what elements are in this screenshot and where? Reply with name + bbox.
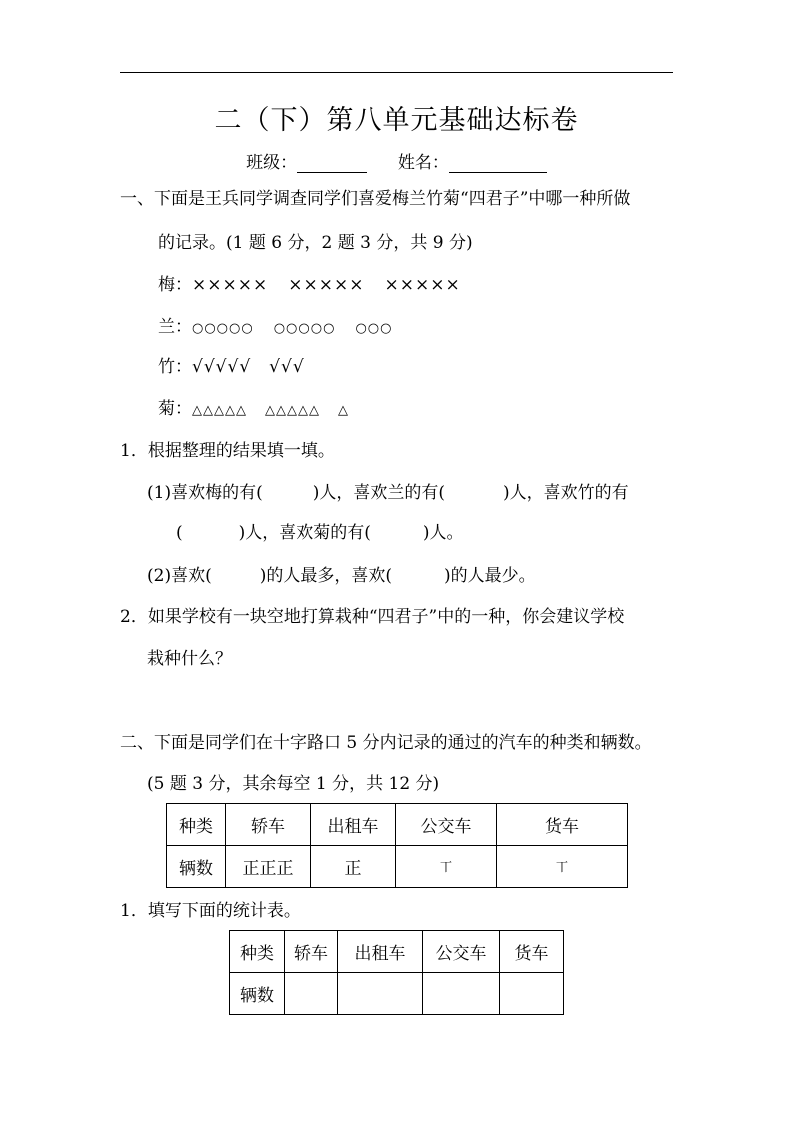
table-cell: 正正正 — [226, 846, 311, 888]
stat-table-header-row — [230, 931, 564, 973]
question-2-1: 1．填写下面的统计表。 — [120, 901, 301, 921]
table-cell: 丅 — [497, 846, 628, 888]
name-label: 姓名： — [397, 153, 449, 173]
record-chrysanthemum: 菊：△△△△△ △△△△△ △ — [158, 399, 349, 419]
top-rule — [120, 72, 673, 73]
record-plum: 梅：××××× ××××× ××××× — [158, 275, 461, 295]
class-label: 班级： — [246, 153, 298, 173]
table-cell: 辆数 — [167, 846, 226, 888]
tally-table-count-row — [167, 846, 628, 888]
table-cell: 出租车 — [311, 804, 396, 846]
table-cell: 公交车 — [423, 931, 500, 973]
answer-cell-sedan[interactable] — [285, 973, 338, 1015]
statistics-table — [229, 930, 564, 1015]
question-1-1-part1: (1)喜欢梅的有( )人，喜欢兰的有( )人，喜欢竹的有 — [147, 483, 629, 503]
tally-table-header-row — [167, 804, 628, 846]
question-1-2-line1: 2．如果学校有一块空地打算栽种“四君子”中的一种，你会建议学校 — [120, 607, 625, 627]
table-cell: 出租车 — [338, 931, 423, 973]
table-cell: 正 — [311, 846, 396, 888]
table-cell: 丅 — [396, 846, 497, 888]
table-cell: 轿车 — [285, 931, 338, 973]
table-cell: 种类 — [167, 804, 226, 846]
table-cell: 货车 — [500, 931, 564, 973]
section1-heading-line1: 一、下面是王兵同学调查同学们喜爱梅兰竹菊“四君子”中哪一种所做 — [120, 189, 631, 209]
student-info-line — [0, 148, 793, 173]
table-cell: 辆数 — [230, 973, 285, 1015]
record-bamboo: 竹：√√√√√ √√√ — [158, 357, 305, 377]
section2-heading-line2: (5 题 3 分，其余每空 1 分，共 12 分) — [147, 774, 440, 794]
tally-table — [166, 803, 628, 888]
question-1-1-part2: (2)喜欢( )的人最多，喜欢( )的人最少。 — [147, 566, 536, 586]
section2-heading-line1: 二、下面是同学们在十字路口 5 分内记录的通过的汽车的种类和辆数。 — [120, 733, 652, 753]
answer-cell-truck[interactable] — [500, 973, 564, 1015]
section1-heading-line2: 的记录。(1 题 6 分，2 题 3 分，共 9 分) — [158, 233, 473, 253]
question-1-2-line2: 栽种什么？ — [147, 649, 232, 669]
question-1-1-part1-cont: ( )人，喜欢菊的有( )人。 — [176, 523, 464, 543]
class-blank[interactable] — [297, 154, 367, 173]
record-orchid: 兰：○○○○○ ○○○○○ ○○○ — [158, 317, 393, 337]
stat-table-count-row — [230, 973, 564, 1015]
answer-cell-bus[interactable] — [423, 973, 500, 1015]
table-cell: 种类 — [230, 931, 285, 973]
table-cell: 轿车 — [226, 804, 311, 846]
table-cell: 货车 — [497, 804, 628, 846]
page-title: 二（下）第八单元基础达标卷 — [214, 105, 579, 136]
answer-cell-taxi[interactable] — [338, 973, 423, 1015]
name-blank[interactable] — [449, 154, 547, 173]
question-1-1: 1．根据整理的结果填一填。 — [120, 441, 335, 461]
table-cell: 公交车 — [396, 804, 497, 846]
